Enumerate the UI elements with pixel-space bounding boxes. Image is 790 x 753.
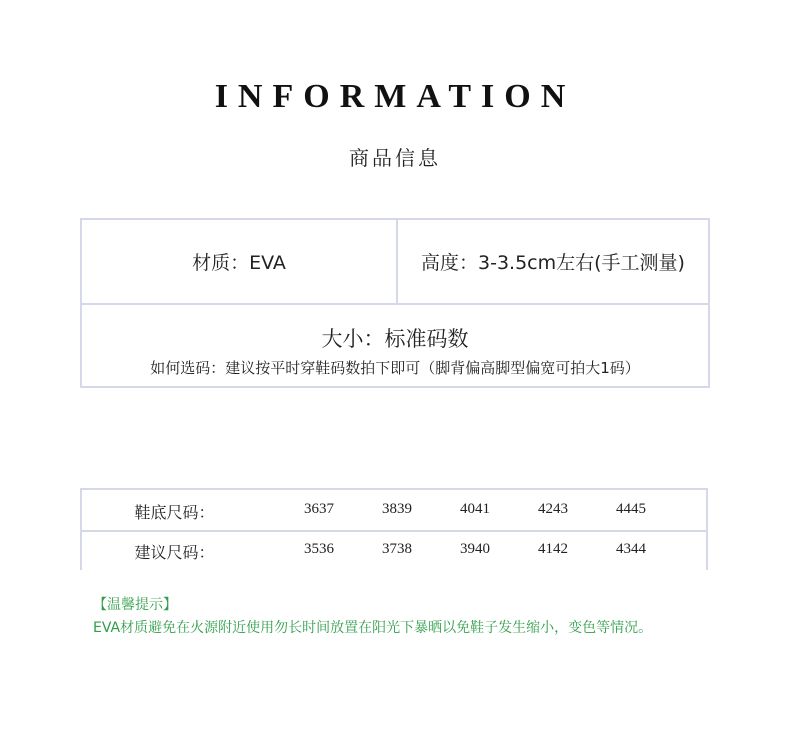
row-label: 建议尺码： [134, 543, 215, 562]
size-table-row-suggested [82, 530, 706, 570]
size-value: 4445 [616, 501, 646, 517]
size-selection-note: 如何选码：建议按平时穿鞋码数拍下即可（脚背偏高脚型偏宽可拍大1码） [150, 359, 640, 377]
page-subtitle: 商品信息 [349, 146, 441, 170]
size-value: 3940 [460, 541, 490, 557]
size-title: 大小：标准码数 [321, 327, 469, 351]
size-value: 4344 [616, 541, 646, 557]
size-value: 3637 [304, 501, 334, 517]
size-value: 3536 [304, 541, 334, 557]
size-value: 3839 [382, 501, 412, 517]
height-cell: 高度：3-3.5cm左右(手工测量) [421, 252, 685, 274]
size-value: 4142 [538, 541, 568, 557]
row-label: 鞋底尺码： [134, 503, 215, 522]
size-table [80, 488, 708, 570]
size-value: 4243 [538, 501, 568, 517]
material-cell: 材质：EVA [82, 220, 398, 303]
size-value: 3738 [382, 541, 412, 557]
size-table-row-sole [82, 490, 706, 532]
info-row-size [82, 305, 708, 386]
tips-heading: 【温馨提示】 [93, 597, 177, 613]
info-row-material-height [82, 220, 708, 305]
size-value: 4041 [460, 501, 490, 517]
tips-body: EVA材质避免在火源附近使用勿长时间放置在阳光下暴晒以免鞋子发生缩小，变色等情况。 [93, 620, 653, 636]
page-title: INFORMATION [214, 78, 576, 115]
info-table [80, 218, 710, 388]
